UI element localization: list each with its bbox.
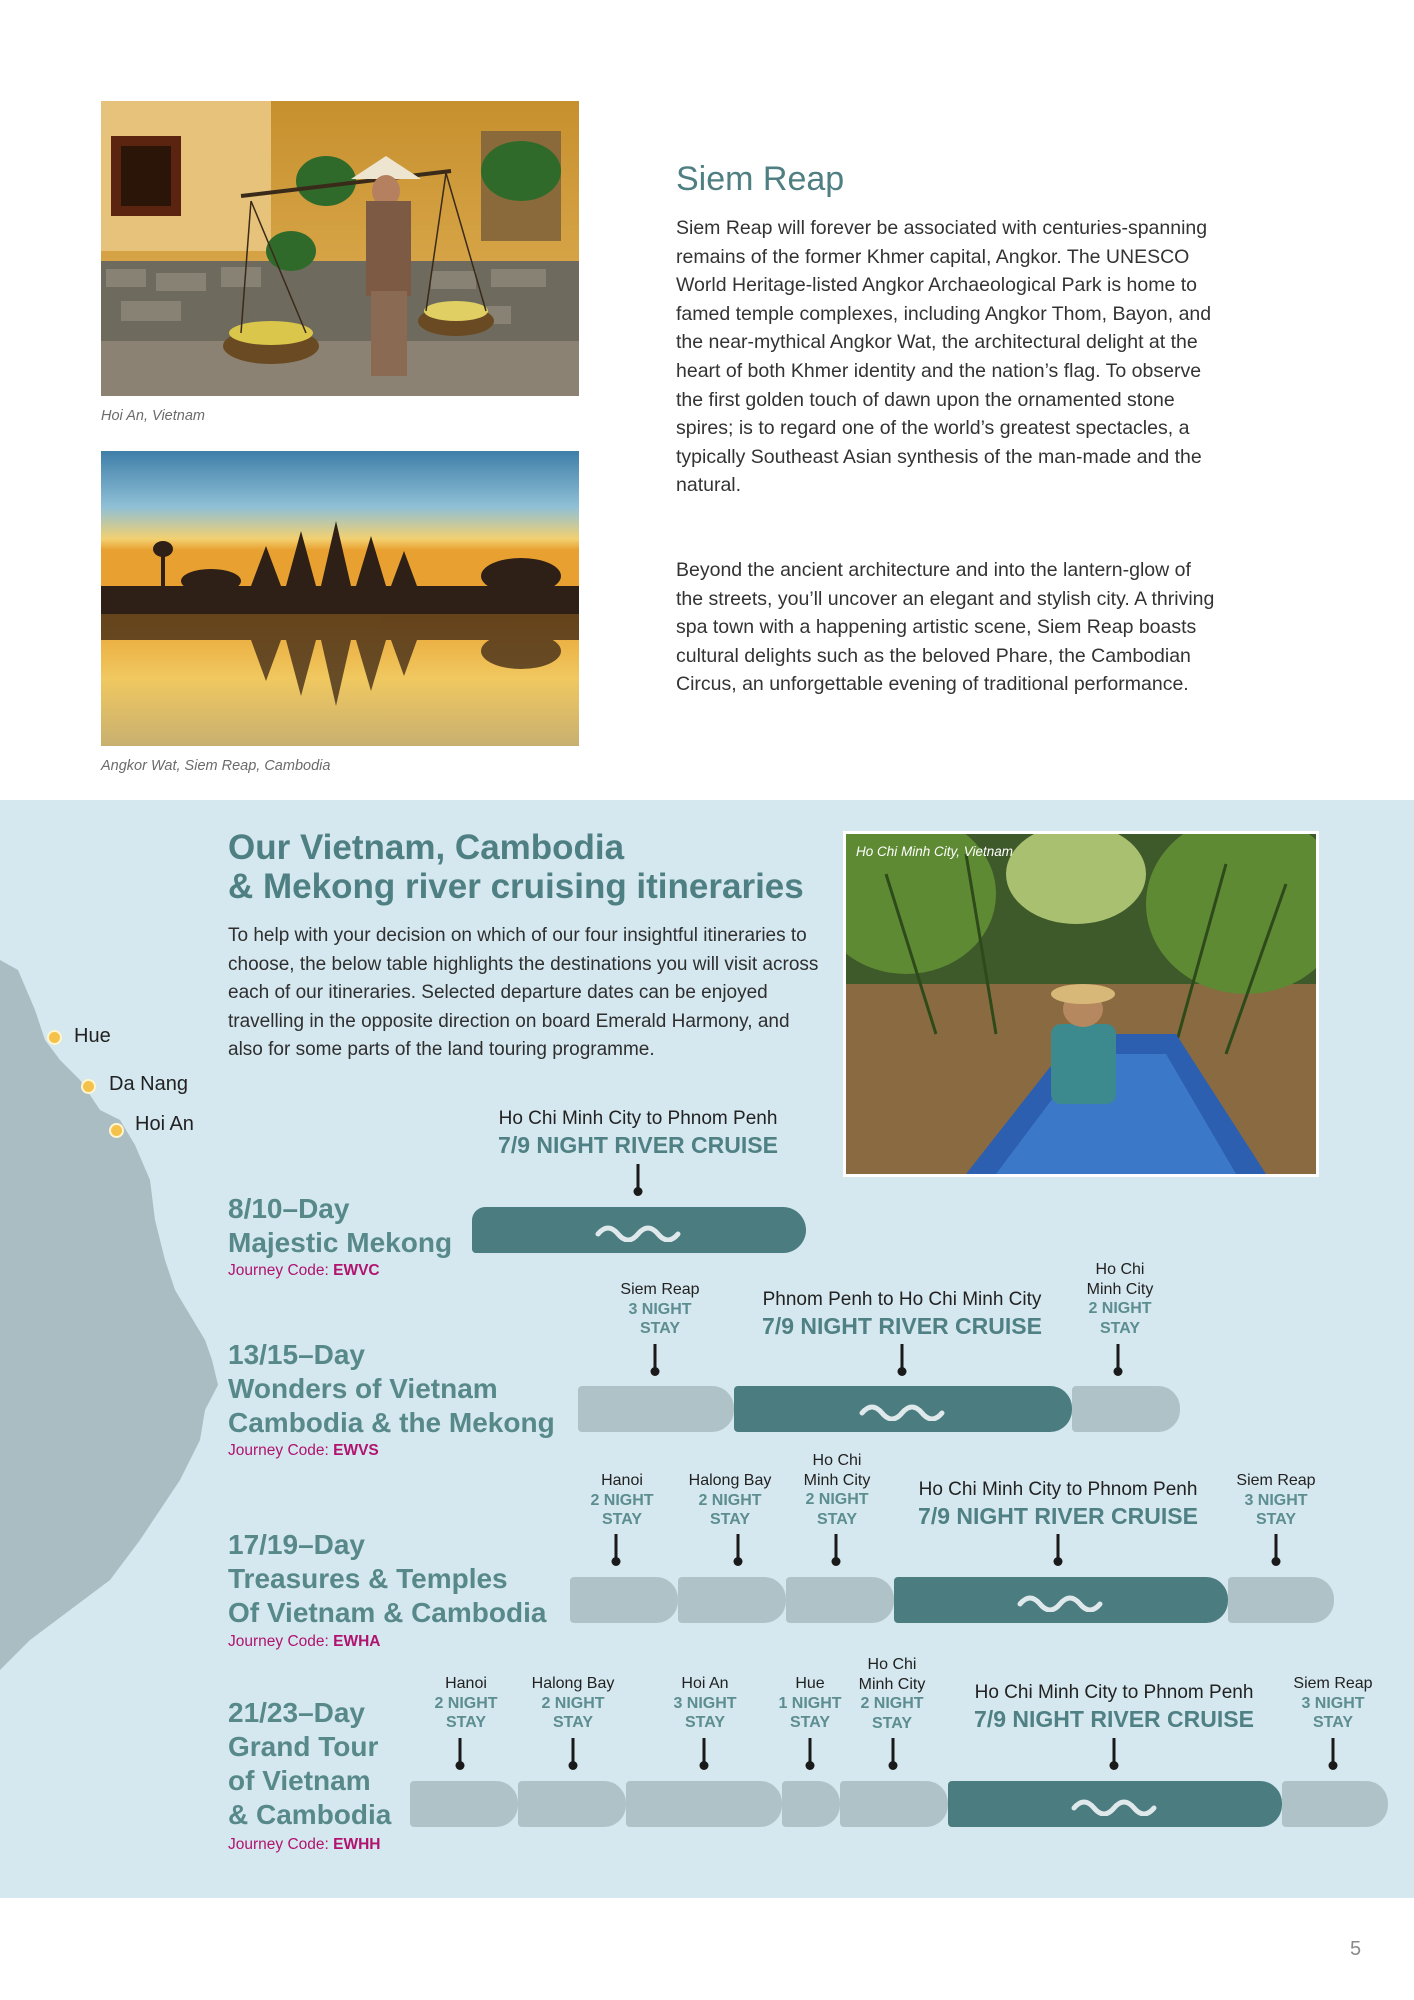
stay-bar	[626, 1781, 782, 1827]
stay-place: Hanoi	[601, 1472, 643, 1489]
cruise-nights: 7/9 NIGHT RIVER CRUISE	[498, 1132, 778, 1158]
journey-code-value: EWVS	[333, 1442, 379, 1459]
siem-reap-paragraph-2: Beyond the ancient architecture and into the lantern-glow of the streets, you’ll uncover an elegant and stylish city. A thriving spa town with a happening artistic scene, Siem Reap boasts cultural delights such as the beloved Phare, the Cambodian Circus, an unforgettable evening of traditional performance.	[676, 559, 1215, 696]
vietnam-coast-map	[0, 940, 230, 1740]
timeline-pin	[459, 1738, 462, 1766]
stay-bar	[840, 1781, 948, 1827]
stay-place: Halong Bay	[531, 1675, 615, 1692]
itineraries-intro: To help with your decision on which of our four insightful itineraries to choose, the below table highlights the destinations you will visit across each of our itineraries. Selected departure dates can be enjoyed travelling in the opposite direction on board Emerald Harmony, and also for some parts of the land touring programme.	[228, 925, 819, 1061]
stay-word: STAY	[1099, 1319, 1140, 1337]
stay-nights: 2 NIGHT	[698, 1491, 762, 1509]
stay-nights: 2 NIGHT	[860, 1695, 924, 1712]
stay-place: Siem Reap	[1293, 1675, 1373, 1692]
timeline-pin	[1113, 1738, 1116, 1766]
journey-code-value: EWHH	[333, 1836, 381, 1853]
stay-bar	[570, 1577, 678, 1623]
journey-code-label: Journey Code:	[228, 1442, 334, 1459]
stay-nights: 3 NIGHT	[628, 1300, 692, 1318]
itinerary-name-2	[228, 1338, 555, 1440]
stay-label	[620, 1280, 699, 1339]
wave-icon	[858, 1397, 948, 1421]
timeline-pin	[703, 1738, 706, 1766]
itinerary-1-name-line-1: 8/10–Day	[228, 1193, 350, 1224]
stay-place: Ho Chi	[1095, 1261, 1145, 1278]
stay-label	[673, 1674, 736, 1733]
itineraries-title-line-2: & Mekong river cruising itineraries	[228, 867, 804, 906]
stay-place: Minh City	[1086, 1280, 1154, 1298]
timeline-pin	[835, 1534, 838, 1562]
stay-label	[804, 1451, 871, 1529]
itinerary-2-name-line-1: 13/15–Day	[228, 1339, 366, 1370]
itinerary-2-name-line-3: Cambodia & the Mekong	[228, 1407, 555, 1438]
timeline-pin	[1117, 1344, 1120, 1372]
cruise-nights: 7/9 NIGHT RIVER CRUISE	[762, 1313, 1042, 1339]
stay-label	[689, 1471, 772, 1530]
journey-code-value: EWVC	[333, 1262, 380, 1279]
stay-bar	[678, 1577, 786, 1623]
stay-nights: 2 NIGHT	[434, 1694, 498, 1712]
stay-bar	[518, 1781, 626, 1827]
timeline-pin	[892, 1738, 895, 1766]
wave-icon	[594, 1218, 684, 1242]
stay-label	[1087, 1260, 1154, 1338]
stay-place: Hanoi	[445, 1675, 487, 1692]
journey-code-label: Journey Code:	[228, 1836, 334, 1853]
timeline-pin	[615, 1534, 618, 1562]
siem-reap-paragraph-1: Siem Reap will forever be associated with centuries-spanning remains of the former Khmer capital, Angkor. The UNESCO World Heritage-listed Angkor Archaeological Park is home to famed temple complexes, including Angkor Thom, Bayon, and the near-mythical Angkor Wat, the architectural delight at the heart of both Khmer identity and the nation’s flag. To observe the first golden touch of dawn upon the ornamented stone spires; is to regard one of the world’s greatest spectacles, a typically Southeast Asian synthesis of the man-made and the natural.	[676, 217, 1212, 497]
timeline-pin	[737, 1534, 740, 1562]
timeline-pin	[654, 1344, 657, 1372]
hoian-caption: Hoi An, Vietnam	[101, 408, 205, 424]
map-city-da-nang: Da Nang	[109, 1073, 188, 1095]
stay-nights: 2 NIGHT	[541, 1694, 605, 1712]
cruise-bar	[472, 1207, 806, 1253]
stay-label	[1236, 1471, 1315, 1530]
stay-label	[590, 1471, 653, 1530]
itinerary-4-name-line-4: & Cambodia	[228, 1799, 392, 1830]
itinerary-name-4	[228, 1696, 391, 1832]
cruise-nights: 7/9 NIGHT RIVER CRUISE	[918, 1503, 1198, 1529]
stay-nights: 2 NIGHT	[1088, 1300, 1152, 1317]
itinerary-name-1	[228, 1192, 452, 1260]
itinerary-name-3	[228, 1528, 546, 1630]
stay-place: Minh City	[858, 1675, 926, 1693]
stay-word: STAY	[871, 1714, 912, 1732]
timeline-pin	[572, 1738, 575, 1766]
timeline-pin	[1275, 1534, 1278, 1562]
cruise-route: Ho Chi Minh City to Phnom Penh	[498, 1108, 778, 1129]
cruise-bar	[948, 1781, 1282, 1827]
stay-place: Minh City	[803, 1471, 871, 1489]
map-dot-da-nang	[81, 1079, 96, 1094]
stay-place: Halong Bay	[688, 1472, 772, 1489]
itinerary-4-name-line-1: 21/23–Day	[228, 1697, 366, 1728]
stay-bar	[1228, 1577, 1334, 1623]
cruise-bar	[894, 1577, 1228, 1623]
cruise-route: Ho Chi Minh City to Phnom Penh	[974, 1682, 1254, 1703]
stay-place: Hoi An	[681, 1675, 729, 1692]
stay-bar	[1072, 1386, 1180, 1432]
itinerary-4-code	[228, 1836, 380, 1854]
itinerary-2-name-line-2: Wonders of Vietnam	[228, 1373, 498, 1404]
mekong-photo	[843, 831, 1319, 1177]
stay-nights: 3 NIGHT	[1244, 1491, 1308, 1509]
stay-label	[532, 1674, 615, 1733]
stay-nights: 1 NIGHT	[778, 1694, 842, 1712]
journey-code-value: EWHA	[333, 1633, 381, 1650]
cruise-bar	[734, 1386, 1072, 1432]
wave-icon	[1070, 1792, 1160, 1816]
timeline-pin	[901, 1344, 904, 1372]
cruise-label	[762, 1289, 1042, 1340]
journey-code-label: Journey Code:	[228, 1633, 334, 1650]
stay-word: STAY	[709, 1511, 750, 1528]
stay-word: STAY	[1312, 1714, 1353, 1731]
mekong-caption: Ho Chi Minh City, Vietnam	[856, 844, 1014, 859]
stay-label	[434, 1674, 497, 1733]
itineraries-title-line-1: Our Vietnam, Cambodia	[228, 828, 625, 867]
hoian-photo	[101, 101, 579, 396]
stay-word: STAY	[684, 1714, 725, 1731]
stay-nights: 2 NIGHT	[590, 1491, 654, 1509]
cruise-label	[918, 1479, 1198, 1530]
cruise-label	[498, 1108, 778, 1159]
stay-place: Siem Reap	[1236, 1472, 1316, 1489]
stay-place: Siem Reap	[620, 1281, 700, 1298]
map-city-hue: Hue	[74, 1025, 111, 1047]
angkor-caption: Angkor Wat, Siem Reap, Cambodia	[101, 758, 331, 774]
cruise-nights: 7/9 NIGHT RIVER CRUISE	[974, 1706, 1254, 1732]
itinerary-4-name-line-3: of Vietnam	[228, 1765, 371, 1796]
timeline-pin	[1332, 1738, 1335, 1766]
stay-nights: 3 NIGHT	[1301, 1694, 1365, 1712]
timeline-pin	[809, 1738, 812, 1766]
stay-word: STAY	[601, 1511, 642, 1528]
itineraries-title	[228, 828, 828, 906]
stay-place: Ho Chi	[867, 1656, 917, 1673]
itinerary-3-code	[228, 1633, 380, 1651]
stay-label	[778, 1674, 841, 1733]
angkor-photo	[101, 451, 579, 746]
stay-label	[1293, 1674, 1372, 1733]
itinerary-3-name-line-2: Treasures & Temples	[228, 1563, 508, 1594]
cruise-route: Ho Chi Minh City to Phnom Penh	[918, 1479, 1198, 1500]
itinerary-4-name-line-2: Grand Tour	[228, 1731, 379, 1762]
cruise-label	[974, 1682, 1254, 1733]
map-dot-hoi-an	[109, 1123, 124, 1138]
wave-icon	[1016, 1588, 1106, 1612]
stay-word: STAY	[789, 1714, 830, 1731]
itinerary-3-name-line-3: Of Vietnam & Cambodia	[228, 1597, 547, 1628]
stay-bar	[1282, 1781, 1388, 1827]
itinerary-1-code	[228, 1262, 380, 1280]
page-number: 5	[1350, 1938, 1362, 1960]
stay-place: Ho Chi	[812, 1452, 862, 1469]
siem-reap-title: Siem Reap	[676, 160, 845, 198]
stay-word: STAY	[816, 1510, 857, 1528]
itinerary-1-name-line-2: Majestic Mekong	[228, 1227, 453, 1258]
map-city-hoi-an: Hoi An	[135, 1113, 194, 1135]
stay-label	[859, 1655, 926, 1733]
timeline-pin	[1057, 1534, 1060, 1562]
stay-bar	[410, 1781, 518, 1827]
stay-bar	[578, 1386, 734, 1432]
journey-code-label: Journey Code:	[228, 1262, 334, 1279]
stay-nights: 2 NIGHT	[805, 1491, 869, 1508]
map-dot-hue	[47, 1030, 62, 1045]
stay-word: STAY	[639, 1320, 680, 1337]
stay-word: STAY	[552, 1714, 593, 1731]
stay-place: Hue	[795, 1675, 825, 1692]
stay-word: STAY	[1255, 1511, 1296, 1528]
stay-bar	[782, 1781, 840, 1827]
stay-word: STAY	[445, 1714, 486, 1731]
stay-nights: 3 NIGHT	[673, 1694, 737, 1712]
itinerary-2-code	[228, 1442, 379, 1460]
stay-bar	[786, 1577, 894, 1623]
timeline-pin	[637, 1164, 640, 1192]
cruise-route: Phnom Penh to Ho Chi Minh City	[762, 1289, 1042, 1310]
itinerary-3-name-line-1: 17/19–Day	[228, 1529, 366, 1560]
